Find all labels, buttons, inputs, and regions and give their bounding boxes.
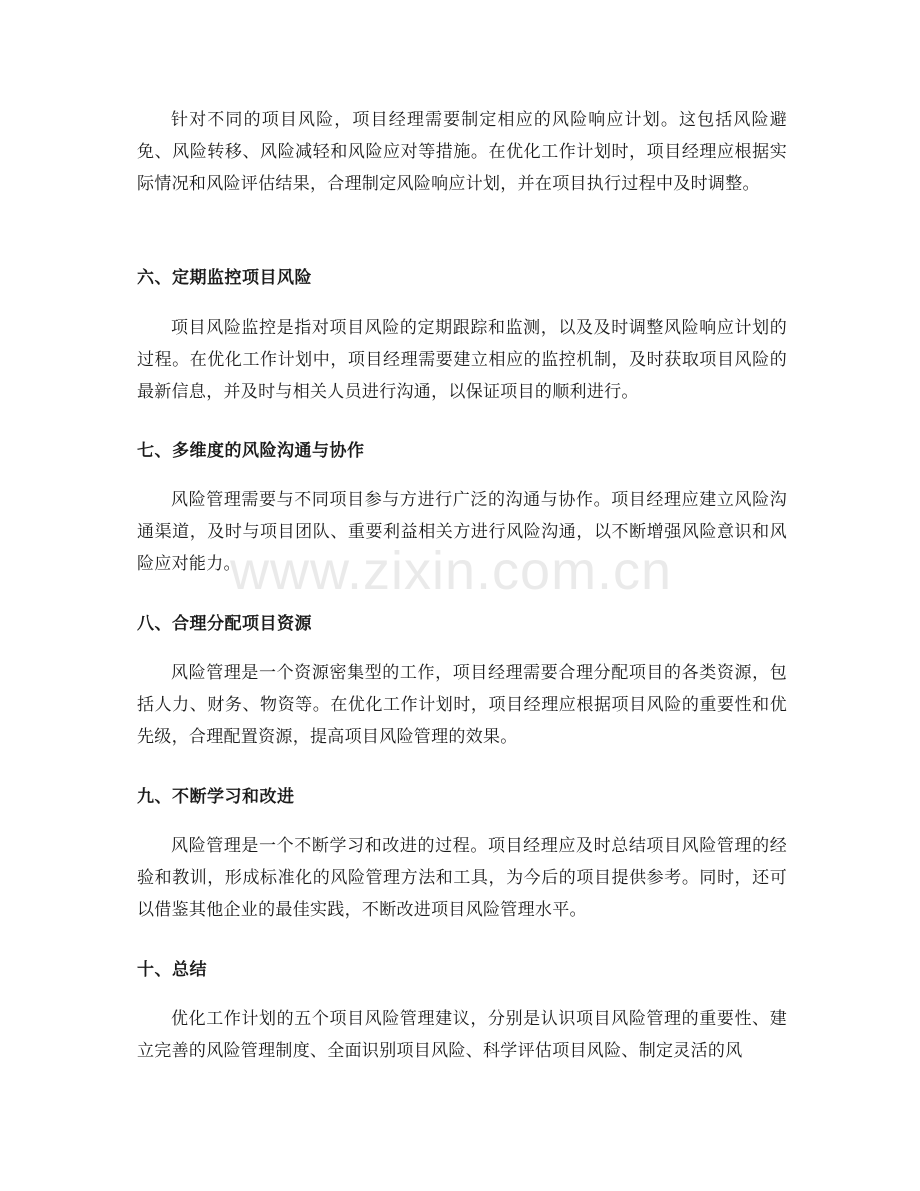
section-paragraph-10: 优化工作计划的五个项目风险管理建议，分别是认识项目风险管理的重要性、建立完善的风险管理制度、全面识别项目风险、科学评估项目风险、制定灵活的风 — [137, 1009, 787, 1061]
section-heading-7: 七、多维度的风险沟通与协作 — [137, 441, 365, 461]
watermark: www.zixin.com.cn — [230, 541, 673, 601]
intro-paragraph: 针对不同的项目风险，项目经理需要制定相应的风险响应计划。这包括风险避免、风险转移、风险减轻和风险应对等措施。在优化工作计划时，项目经理应根据实际情况和风险评估结果，合理制定风险响应计划，并在项目执行过程中及时调整。 — [137, 110, 787, 194]
section-paragraph-7: 风险管理需要与不同项目参与方进行广泛的沟通与协作。项目经理应建立风险沟通渠道，及时与项目团队、重要利益相关方进行风险沟通，以不断增强风险意识和风险应对能力。 — [137, 490, 787, 574]
section-heading-8: 八、合理分配项目资源 — [137, 614, 312, 634]
section-paragraph-8: 风险管理是一个资源密集型的工作，项目经理需要合理分配项目的各类资源，包括人力、财务、物资等。在优化工作计划时，项目经理应根据项目风险的重要性和优先级，合理配置资源，提高项目风险管理的效果。 — [137, 663, 787, 747]
section-heading-6: 六、定期监控项目风险 — [137, 268, 312, 288]
section-heading-9: 九、不断学习和改进 — [137, 787, 295, 807]
section-paragraph-6: 项目风险监控是指对项目风险的定期跟踪和监测，以及及时调整风险响应计划的过程。在优化工作计划中，项目经理需要建立相应的监控机制，及时获取项目风险的最新信息，并及时与相关人员进行沟通，以保证项目的顺利进行。 — [137, 318, 787, 402]
section-paragraph-9: 风险管理是一个不断学习和改进的过程。项目经理应及时总结项目风险管理的经验和教训，形成标准化的风险管理方法和工具，为今后的项目提供参考。同时，还可以借鉴其他企业的最佳实践，不断改进项目风险管理水平。 — [137, 836, 787, 920]
section-heading-10: 十、总结 — [137, 960, 207, 980]
